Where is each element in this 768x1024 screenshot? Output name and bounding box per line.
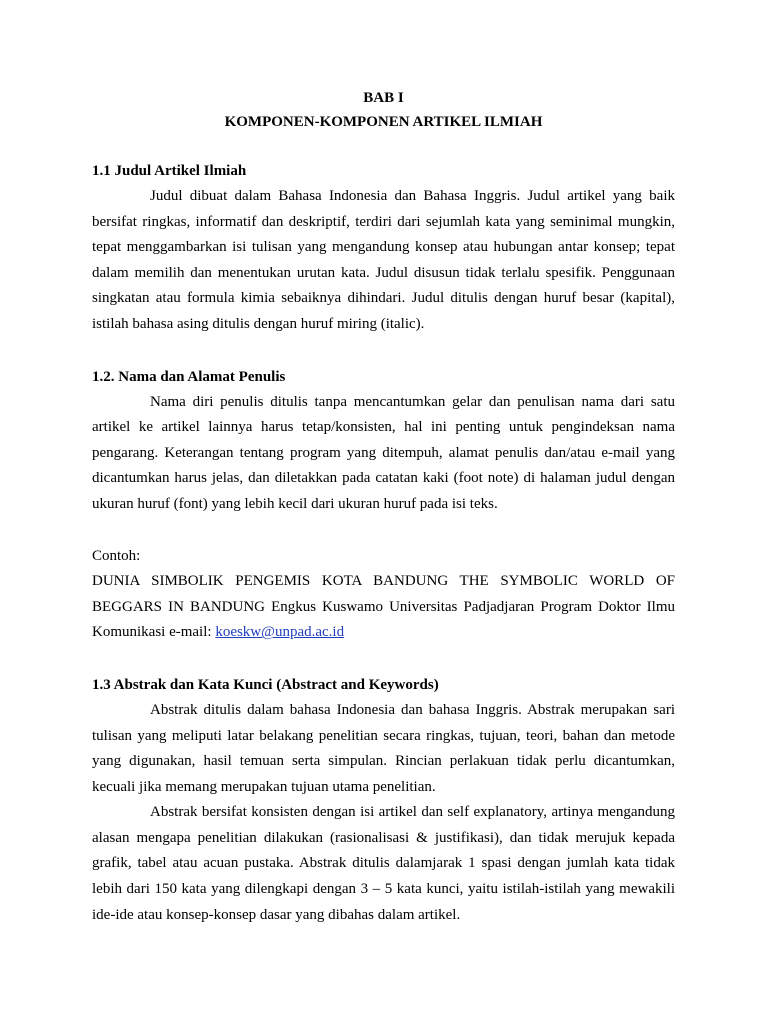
spacer [92,134,675,158]
section-1-3-paragraph-1: Abstrak ditulis dalam bahasa Indonesia dan bahasa Inggris. Abstrak merupakan sari tulisan yang meliputi latar belakang penelitian secara ringkas, tujuan, teori, bahan dan metode yang digunakan, hasil temuan serta simpulan. Rincian perlakuan tidak perlu dicantumkan, kecuali jika memang merupakan tujuan utama penelitian. [92,701,675,795]
section-1-3-paragraph-2: Abstrak bersifat konsisten dengan isi artikel dan self explanatory, artinya mengandung alasan mengapa penelitian dilakukan (rasionalisasi & justifikasi), dan tidak merujuk kepada grafik, tabel atau acuan pustaka. Abstrak ditulis dalamjarak 1 spasi dengan jumlah kata tidak lebih dari 150 kata yang dilengkapi dengan 3 – 5 kata kunci, yaitu istilah-istilah yang mewakili ide-ide atau konsep-konsep dasar yang dibahas dalam artikel. [92,804,675,923]
chapter-title: KOMPONEN-KOMPONEN ARTIKEL ILMIAH [224,114,543,130]
section-heading-1-3: 1.3 Abstrak dan Kata Kunci (Abstract and Keywords) [92,676,439,693]
section-heading-1-1: 1.1 Judul Artikel Ilmiah [92,163,247,179]
example-block [92,569,675,646]
spacer [92,338,675,364]
spacer [92,646,675,672]
chapter-label: BAB I [363,90,404,106]
section-1-2-paragraph: Nama diri penulis ditulis tanpa mencantumkan gelar dan penulisan nama dari satu artikel ke artikel lainnya harus tetap/konsisten, hal ini penting untuk pengindeksan nama pengarang. Keterangan tentang program yang ditempuh, alamat penulis dan/atau e-mail yang dicantumkan harus jelas, dan diletakkan pada catatan kaki (foot note) di halaman judul dengan ukuran huruf (font) yang lebih kecil dari ukuran huruf pada isi teks. [92,393,675,512]
section-heading-1-2: 1.2. Nama dan Alamat Penulis [92,368,286,385]
document-page [92,86,675,928]
spacer [92,518,675,544]
example-email-link[interactable]: koeskw@unpad.ac.id [215,624,345,641]
section-1-1-paragraph: Judul dibuat dalam Bahasa Indonesia dan Bahasa Inggris. Judul artikel yang baik bersifat ringkas, informatif dan deskriptif, terdiri dari sejumlah kata yang seminimal mungkin, tepat menggambarkan isi tulisan yang mengandung konsep atau hubungan antar konsep; tepat dalam memilih dan menentukan urutan kata. Judul disusun tidak terlalu spesifik. Penggunaan singkatan atau formula kimia sebaiknya dihindari. Judul ditulis dengan huruf besar (kapital), istilah bahasa asing ditulis dengan huruf miring (italic). [92,188,675,332]
example-label: Contoh: [92,547,141,564]
example-text: DUNIA SIMBOLIK PENGEMIS KOTA BANDUNG THE SYMBOLIC WORLD OF BEGGARS IN BANDUNG Engkus Kuswamo Universitas Padjadjaran Program Doktor Ilmu Komunikasi e-mail: [92,573,675,641]
